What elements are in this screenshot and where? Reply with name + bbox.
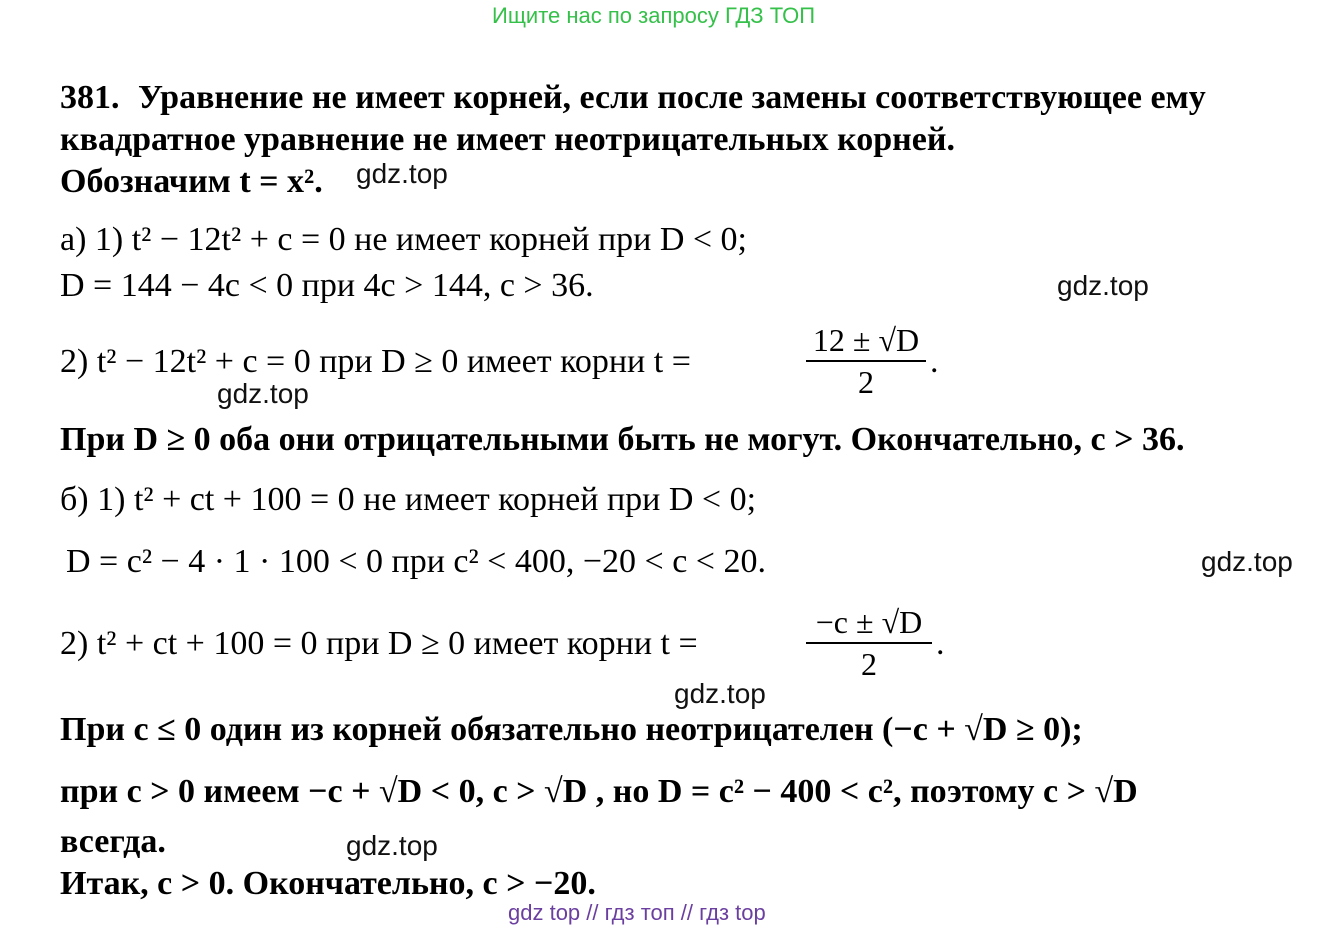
part-b-step2-prefix: 2) t² + ct + 100 = 0 при D ≥ 0 имеет корни t = [60,625,698,662]
intro-line-3: Обозначим t = x². [60,163,323,200]
fraction-denominator: 2 [858,364,874,400]
watermark: gdz.top [356,158,448,189]
part-b-step2-end: . [936,625,945,662]
intro-line-1: Уравнение не имеет корней, если после замены соответствующее ему [138,79,1206,116]
fraction-denominator: 2 [861,646,877,682]
watermark: gdz.top [346,830,438,861]
part-b-case-c-le-0: При c ≤ 0 один из корней обязательно неотрицателен (−c + √D ≥ 0); [60,711,1083,748]
part-b-case-c-gt-0: при c > 0 имеем −c + √D < 0, c > √D , но D = c² − 400 < c², поэтому c > √D [60,773,1138,810]
watermark: gdz.top [674,678,766,709]
watermark: gdz.top [217,378,309,409]
part-a-step1-line1: а) 1) t² − 12t² + c = 0 не имеет корней при D < 0; [60,221,748,258]
part-a-conclusion: При D ≥ 0 оба они отрицательными быть не могут. Окончательно, c > 36. [60,421,1185,458]
part-b-step1-line1: б) 1) t² + ct + 100 = 0 не имеет корней при D < 0; [60,481,757,518]
part-b-final: Итак, c > 0. Окончательно, c > −20. [60,865,596,902]
problem-number: 381. [60,79,120,116]
part-a-step1-line2: D = 144 − 4c < 0 при 4c > 144, c > 36. [60,267,594,304]
fraction-numerator: 12 ± √D [812,322,920,358]
intro-line-2: квадратное уравнение не имеет неотрицательных корней. [60,121,955,158]
part-b-roots-fraction [804,604,934,683]
part-a-roots-fraction [804,322,928,401]
top-banner: Ищите нас по запросу ГДЗ ТОП [492,3,816,28]
watermark: gdz.top [1057,270,1149,301]
part-b-step1-line2: D = c² − 4 · 1 · 100 < 0 при c² < 400, −20 < c < 20. [66,543,766,580]
bottom-banner: gdz top // гдз топ // гдз top [508,900,766,925]
part-a-step2-end: . [930,343,939,380]
watermark: gdz.top [1201,546,1293,577]
part-a-step2-prefix: 2) t² − 12t² + c = 0 при D ≥ 0 имеет корни t = [60,343,691,380]
part-b-always: всегда. [60,823,166,860]
fraction-numerator: −c ± √D [815,604,923,640]
